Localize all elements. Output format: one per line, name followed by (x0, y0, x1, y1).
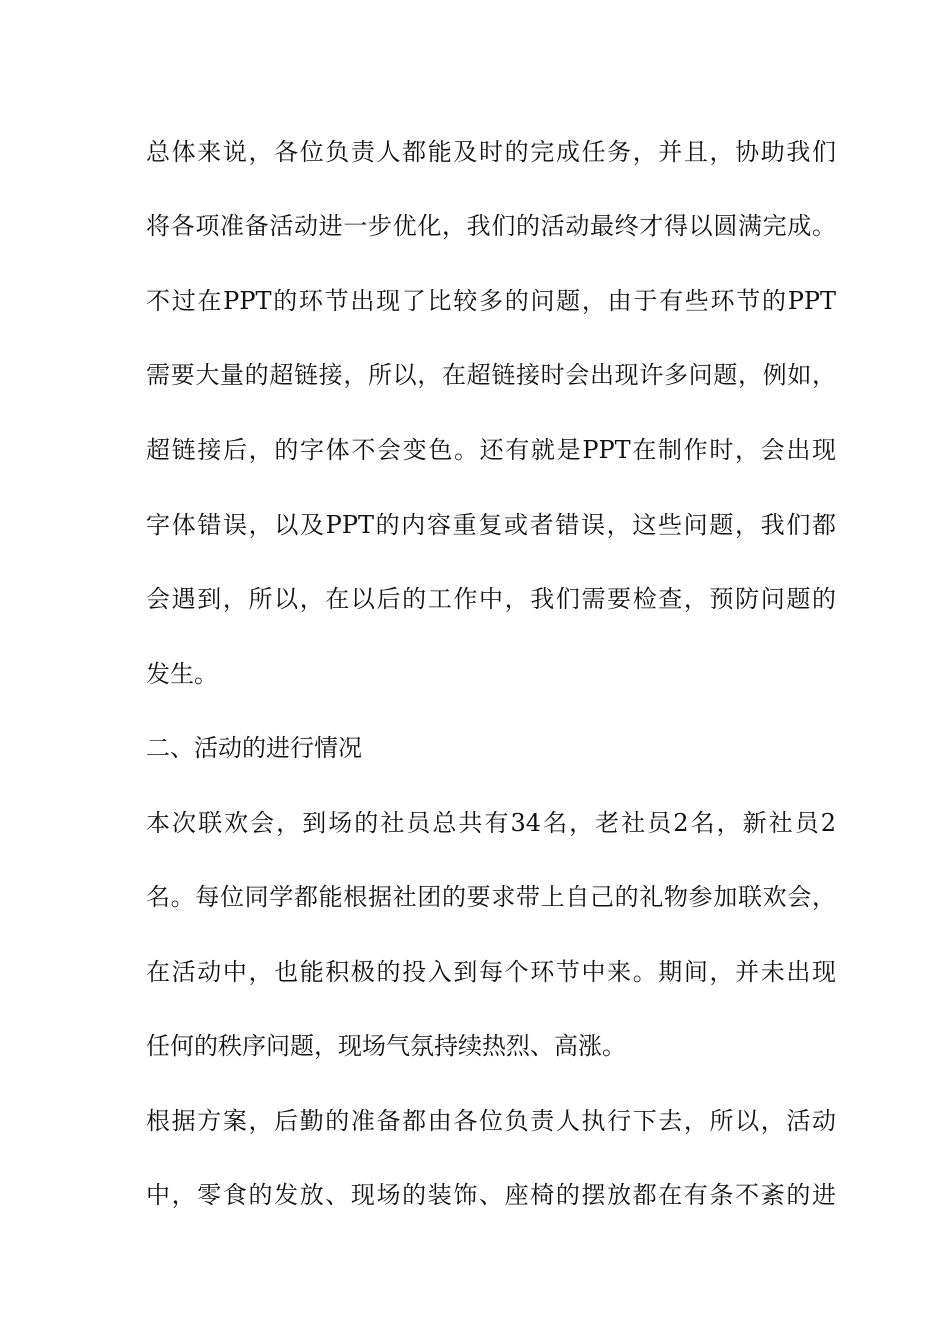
paragraph-line: 需要大量的超链接，所以，在超链接时会出现许多问题，例如， (146, 361, 836, 389)
paragraph-line: 中，零食的发放、现场的装饰、座椅的摆放都在有条不紊的进 (146, 1181, 836, 1209)
paragraph-line: 本次联欢会，到场的社员总共有34名，老社员2名，新社员2 (146, 809, 836, 837)
paragraph-line: 会遇到，所以，在以后的工作中，我们需要检查，预防问题的 (146, 585, 836, 613)
paragraph-line: 发生。 (146, 660, 218, 688)
paragraph-line: 不过在PPT的环节出现了比较多的问题，由于有些环节的PPT (146, 287, 836, 315)
paragraph-line: 在活动中，也能积极的投入到每个环节中来。期间，并未出现 (146, 958, 836, 986)
paragraph-line: 根据方案，后勤的准备都由各位负责人执行下去，所以，活动 (146, 1107, 836, 1135)
paragraph-line: 字体错误，以及PPT的内容重复或者错误，这些问题，我们都 (146, 511, 836, 539)
paragraph-line: 总体来说，各位负责人都能及时的完成任务，并且，协助我们 (146, 138, 836, 166)
paragraph-line: 名。每位同学都能根据社团的要求带上自己的礼物参加联欢会， (146, 883, 836, 911)
paragraph-line: 任何的秩序问题，现场气氛持续热烈、高涨。 (146, 1032, 626, 1060)
paragraph-line: 将各项准备活动进一步优化，我们的活动最终才得以圆满完成。 (146, 212, 836, 240)
paragraph-line: 超链接后，的字体不会变色。还有就是PPT在制作时，会出现 (146, 436, 836, 464)
section-heading: 二、活动的进行情况 (146, 734, 362, 762)
